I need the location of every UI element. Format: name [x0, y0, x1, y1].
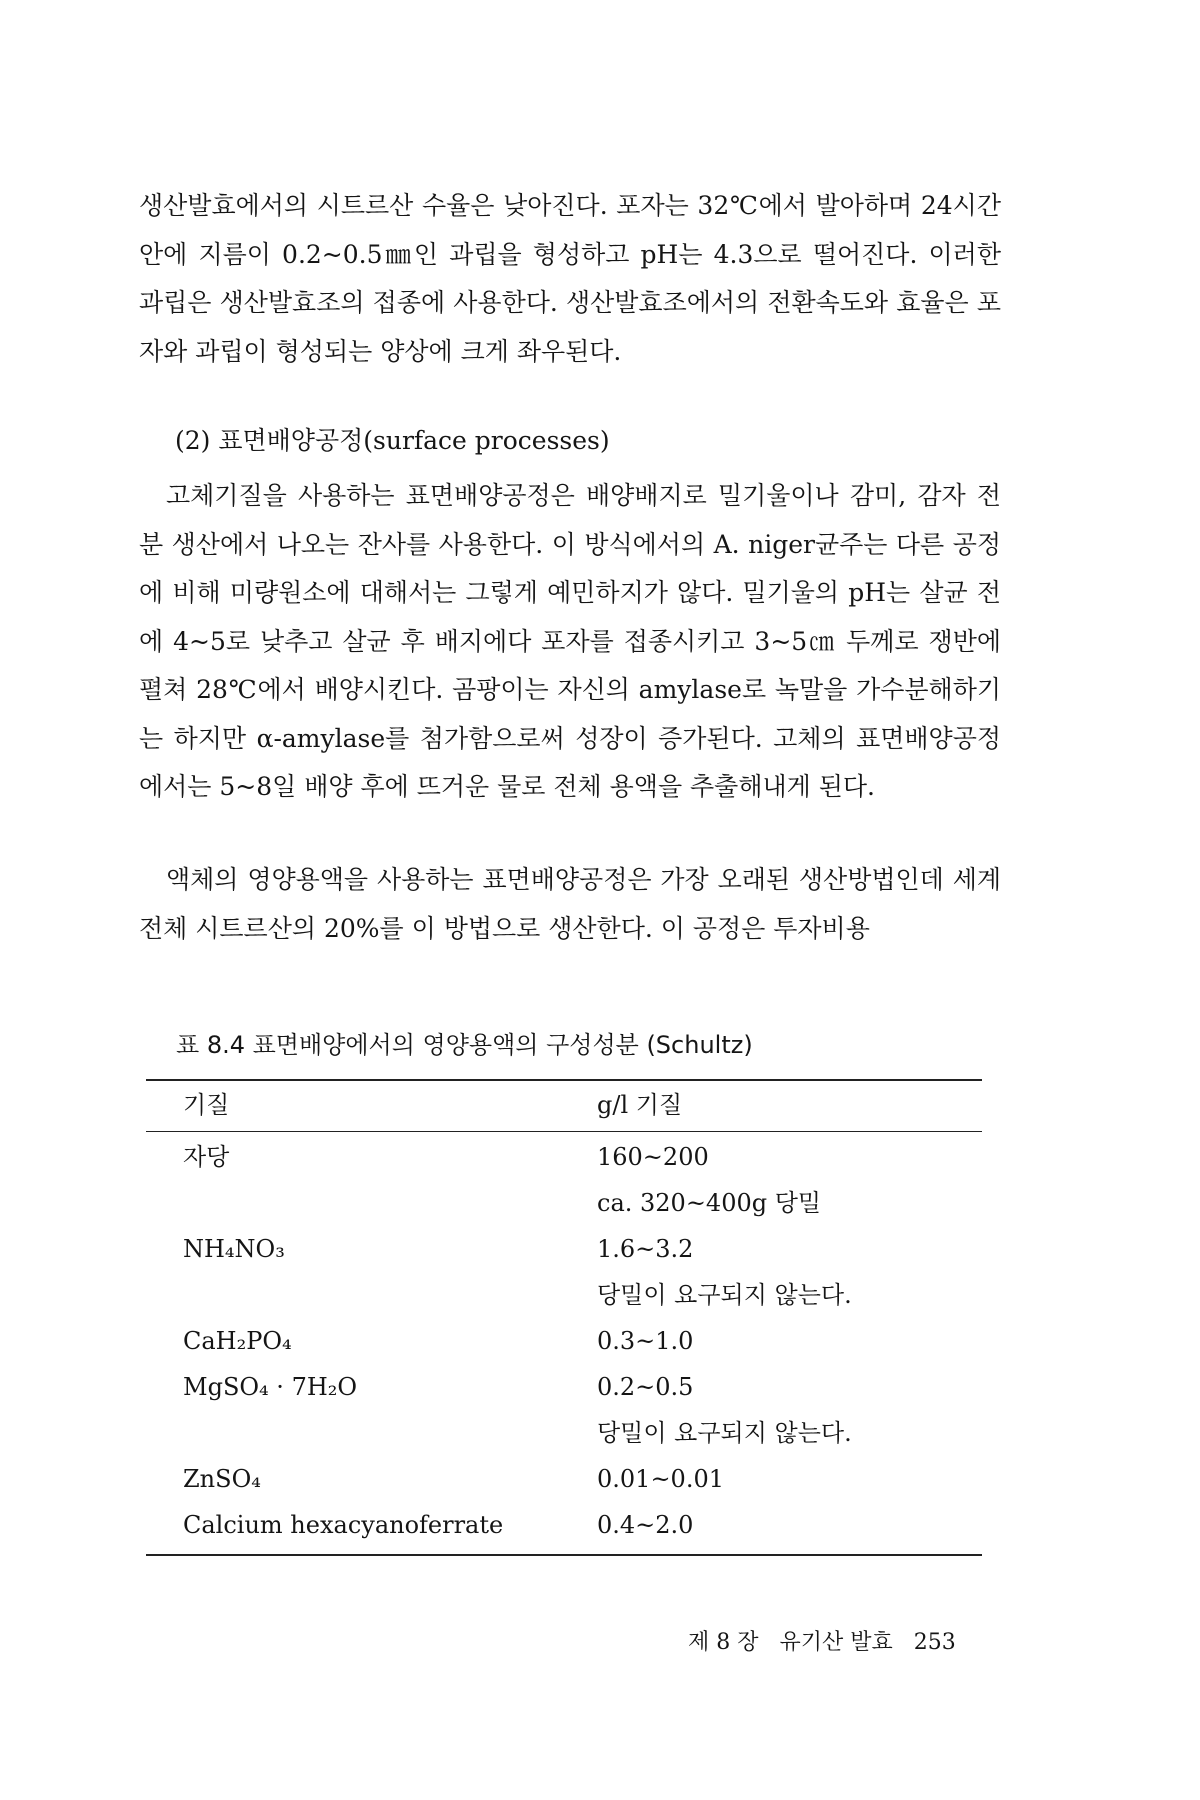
body-paragraph-1: 생산발효에서의 시트르산 수율은 낮아진다. 포자는 32℃에서 발아하며 24시간 안에 지름이 0.2~0.5㎜인 과립을 형성하고 pH는 4.3으로 떨어진다. 이러한 과립은 생산발효조의 접종에 사용한다. 생산발효조에서의 전환속도와 효율은 포자와 과립이 형성되는 양상에 크게 좌우된다. — [139, 191, 1001, 366]
footer-chapter-title: 유기산 발효 — [779, 1630, 893, 1655]
table-row-9-amount: 0.4~2.0 — [597, 1511, 694, 1539]
table-row-1-amount: 160~200 — [597, 1143, 709, 1171]
footer-page-number: 253 — [913, 1630, 956, 1655]
table-row-2-amount: ca. 320~400g 당밀 — [597, 1189, 822, 1217]
table-row-4-amount: 당밀이 요구되지 않는다. — [597, 1281, 852, 1309]
table-row-3-substrate: NH₄NO₃ — [183, 1235, 285, 1263]
footer-chapter: 제 8 장 — [688, 1630, 759, 1655]
table-row-6-substrate: MgSO₄ · 7H₂O — [183, 1373, 358, 1401]
table-top-rule — [146, 1079, 982, 1081]
table-row-7-amount: 당밀이 요구되지 않는다. — [597, 1419, 852, 1447]
table-row-6-amount: 0.2~0.5 — [597, 1373, 694, 1401]
body-paragraph-2: 고체기질을 사용하는 표면배양공정은 배양배지로 밀기울이나 감미, 감자 전분 생산에서 나오는 잔사를 사용한다. 이 방식에서의 A. niger균주는 다른 공정에 비해 미량원소에 대해서는 그렇게 예민하지가 않다. 밀기울의 pH는 살균 전에 4~5로 낮추고 살균 후 배지에다 포자를 접종시키고 3~5㎝ 두께로 쟁반에 펼쳐 28℃에서 배양시킨다. 곰팡이는 자신의 amylase로 녹말을 가수분해하기는 하지만 α-amylase를 첨가함으로써 성장이 증가된다. 고체의 표면배양공정에서는 5~8일 배양 후에 뜨거운 물로 전체 용액을 추출해내게 된다. — [139, 481, 1001, 801]
table-row-5-amount: 0.3~1.0 — [597, 1327, 694, 1355]
body-paragraph-3: 액체의 영양용액을 사용하는 표면배양공정은 가장 오래된 생산방법인데 세계 전체 시트르산의 20%를 이 방법으로 생산한다. 이 공정은 투자비용 — [139, 865, 1001, 943]
table-row-1-substrate: 자당 — [183, 1143, 230, 1171]
table-header-substrate: 기질 — [183, 1091, 230, 1119]
table-bottom-rule — [146, 1554, 982, 1556]
table-caption: 표 8.4 표면배양에서의 영양용액의 구성성분 (Schultz) — [176, 1031, 753, 1059]
table-row-8-substrate: ZnSO₄ — [183, 1465, 261, 1493]
table-row-8-amount: 0.01~0.01 — [597, 1465, 724, 1493]
section-heading: (2) 표면배양공정(surface processes) — [175, 426, 610, 455]
table-row-5-substrate: CaH₂PO₄ — [183, 1327, 292, 1355]
table-row-3-amount: 1.6~3.2 — [597, 1235, 694, 1263]
table-header-rule — [146, 1131, 982, 1132]
table-header-amount: g/l 기질 — [597, 1091, 683, 1119]
table-row-9-substrate: Calcium hexacyanoferrate — [183, 1511, 504, 1539]
page-footer — [688, 1623, 956, 1663]
